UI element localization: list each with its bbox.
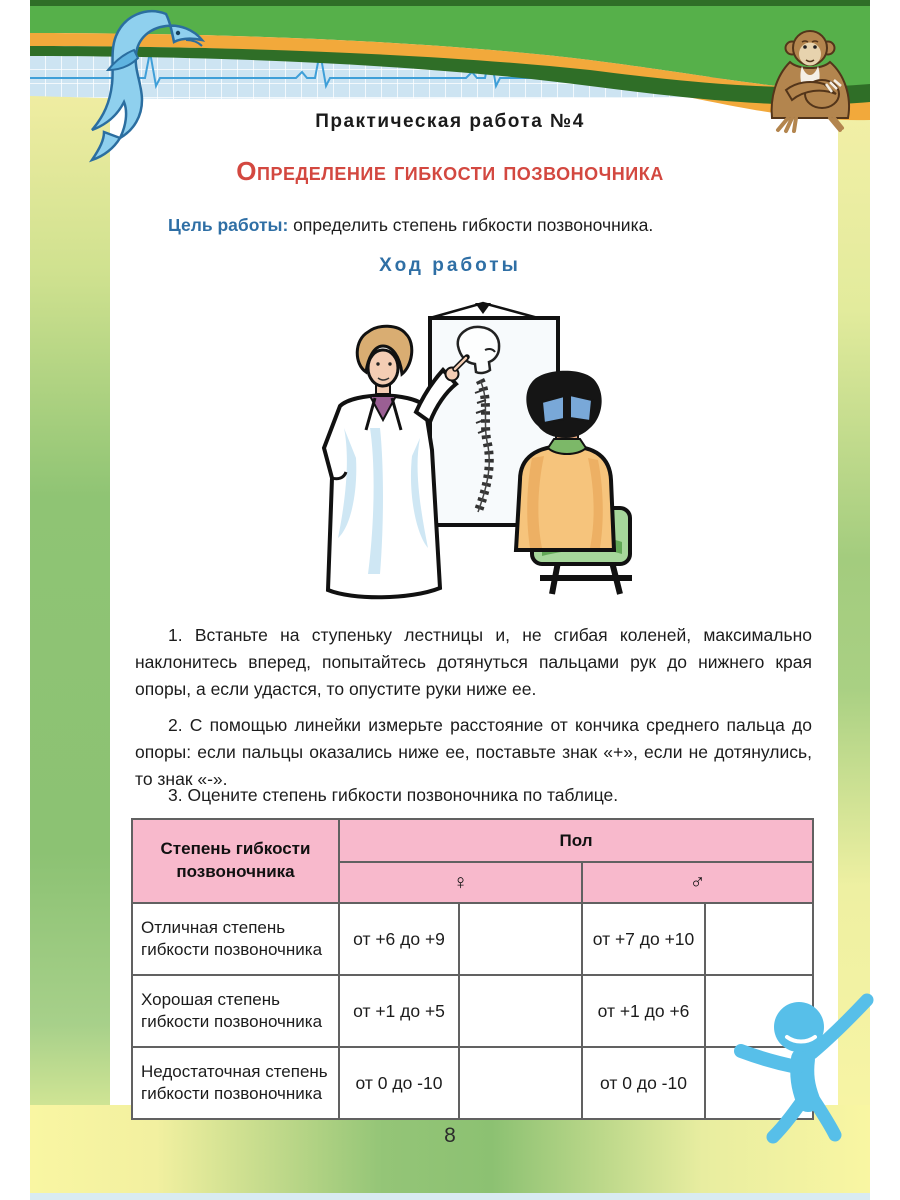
row-label: Хорошая степень гибкости позвоночника [132,975,339,1047]
page-header-title: Практическая работа №4 [315,111,585,132]
bottom-blue-strip [30,1193,870,1200]
step-3: 3. Оцените степень гибкости позвоночника по таблице. [168,785,619,805]
goal-text: определить степень гибкости позвоночника. [293,215,654,235]
page-title: Определение гибкости позвоночника [236,156,664,186]
table-row [132,903,813,975]
header-top-line [30,0,870,6]
female-symbol: ♀ [339,862,582,903]
step-1: 1. Встаньте на ступеньку лестницы и, не сгибая коленей, максимально наклонитесь вперед, попытайтесь дотянуться пальцами рук до нижнего края опоры, а если удастся, то опустите руки ниже ее. [135,625,812,699]
procedure-heading: Ход работы [379,255,521,276]
patient-figure [516,371,632,594]
female-note-cell [459,975,582,1047]
table-row [132,1047,813,1119]
left-border-band [30,92,110,1105]
step-2: 2. С помощью линейки измерьте расстояние от кончика среднего пальца до опоры: если пальцы оказались ниже ее, поставьте знак «+», если не дотянулись, то знак «-». [135,715,812,789]
female-value: от +6 до +9 [339,903,459,975]
male-symbol: ♂ [582,862,813,903]
col-header-gender: Пол [339,819,813,862]
col-header-degree: Степень гибкости позвоночника [132,819,339,903]
male-note-cell [705,903,813,975]
person-figure-illustration [715,985,900,1155]
page-number: 8 [444,1124,456,1147]
flexibility-table [131,818,814,1120]
male-value: от +7 до +10 [582,903,705,975]
row-label: Недостаточная степень гибкости позвоночника [132,1047,339,1119]
female-value: от 0 до -10 [339,1047,459,1119]
doctor-patient-illustration [280,298,650,608]
header-art [30,0,870,168]
female-note-cell [459,1047,582,1119]
row-label: Отличная степень гибкости позвоночника [132,903,339,975]
goal-line [168,215,818,236]
male-value: от 0 до -10 [582,1047,705,1119]
female-value: от +1 до +5 [339,975,459,1047]
goal-label: Цель работы: [168,215,289,235]
table-row [132,975,813,1047]
male-value: от +1 до +6 [582,975,705,1047]
female-note-cell [459,903,582,975]
